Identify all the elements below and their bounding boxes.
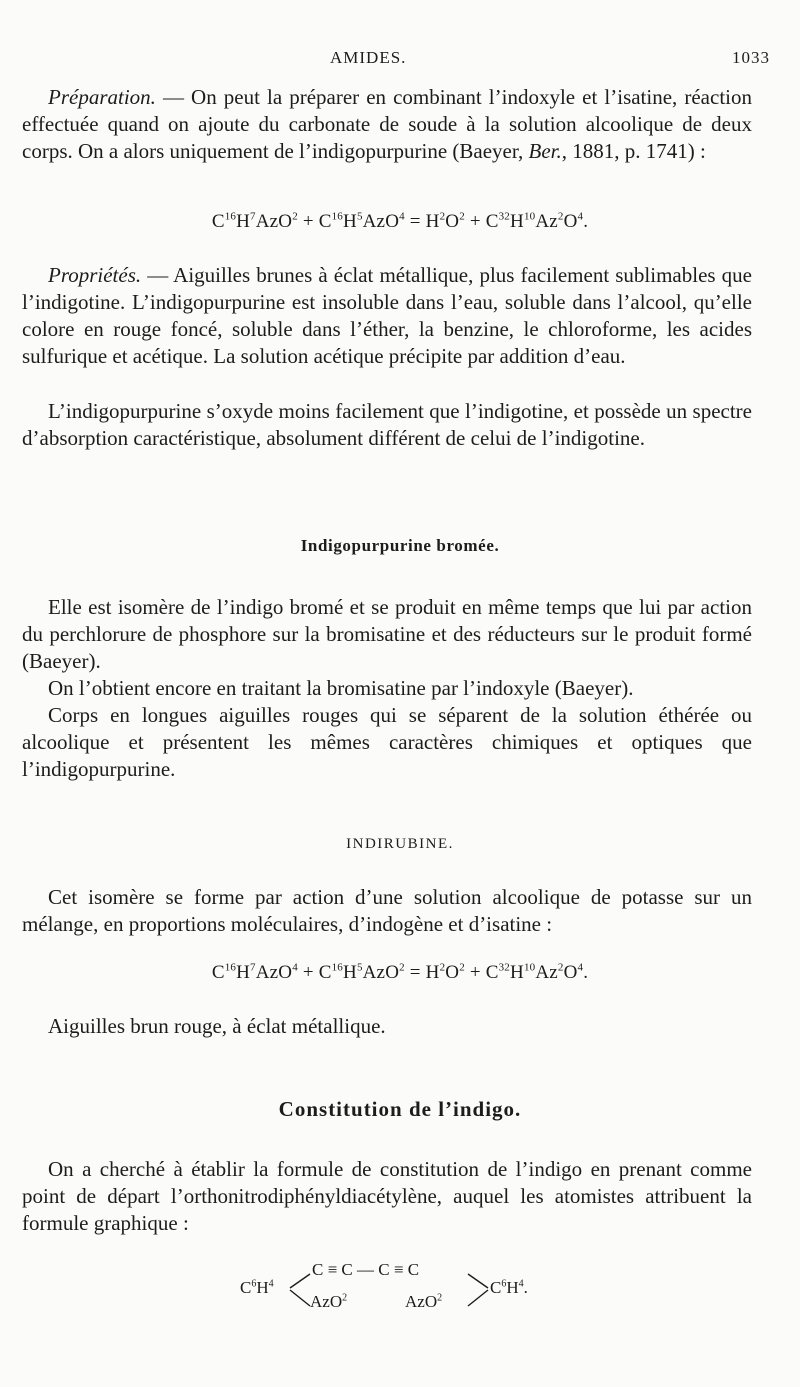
section-title-indirubine: INDIRUBINE.	[346, 836, 454, 852]
header-title: AMIDES.	[330, 48, 407, 67]
structure-nitro-right: AzO$^2$	[405, 1292, 443, 1311]
proprietes-text: — Aiguilles brunes à éclat métallique, plus facilement sublimables que l’indigotine. L’indigopurpurine est insoluble dans l’eau, soluble dans l’alcool, qu’elle colore en rouge foncé, soluble dans l’éther, la benzine, le chloroforme, les acides sulfurique et acétique. La solution acétique précipite par addition d’eau.	[22, 263, 752, 368]
section-title-constitution: Constitution de l’indigo.	[278, 1097, 522, 1121]
structure-right-ring: $C^6H^4$.	[490, 1278, 528, 1297]
bromee-paragraph-2: On l’obtient encore en traitant la bromisatine par l’indoxyle (Baeyer).	[48, 676, 634, 700]
bromee-paragraph-3: Corps en longues aiguilles rouges qui se séparent de la solution éthérée ou alcoolique et présentent les mêmes caractères chimiques et optiques que l’indigopurpurine.	[22, 703, 752, 781]
formula-indirubine: $C^{16}H^7AzO^4 + C^{16}H^5AzO^2 = H^2O^2 + C^{32}H^{10}Az^2O^4$.	[211, 961, 589, 983]
indirubine-paragraph-2: Aiguilles brun rouge, à éclat métallique.	[48, 1014, 386, 1038]
constitution-paragraph: On a cherché à établir la formule de constitution de l’indigo en prenant comme point de départ l’orthonitrodiphényldiacétylène, auquel les atomistes attribuent la formule graphique :	[22, 1157, 752, 1235]
indirubine-paragraph-1: Cet isomère se forme par action d’une solution alcoolique de potasse sur un mélange, en proportions moléculaires, d’indogène et d’isatine :	[22, 885, 752, 936]
reference-rest: , 1881, p. 1741) :	[561, 139, 706, 163]
proprietes-label: Propriétés.	[48, 263, 142, 287]
running-header	[0, 48, 800, 72]
formula-indigopurpurine: $C^{16}H^7AzO^2 + C^{16}H^5AzO^4 = H^2O^2 + C^{32}H^{10}Az^2O^4$.	[211, 210, 589, 232]
preparation-text: — On peut la préparer en combinant l’indoxyle et l’isatine, réaction effectuée quand on ajoute du carbonate de soude à la solution alcoolique de deux corps. On a alors uniquement de l’indigopurpurine (Baeyer,	[22, 85, 752, 163]
preparation-label: Préparation.	[48, 85, 156, 109]
structural-formula	[240, 1258, 560, 1318]
page-number: 1033	[732, 48, 770, 67]
reference-journal: Ber.	[528, 139, 562, 163]
structure-left-ring: $C^6H^4$	[240, 1278, 274, 1297]
oxidation-paragraph: L’indigopurpurine s’oxyde moins facilement que l’indigotine, et possède un spectre d’absorption caractéristique, absolument différent de celui de l’indigotine.	[22, 399, 752, 450]
bromee-paragraph-1: Elle est isomère de l’indigo bromé et se produit en même temps que lui par action du perchlorure de phosphore sur la bromisatine et des réducteurs sur le produit formé (Baeyer).	[22, 595, 752, 673]
structure-chain: C ≡ C — C ≡ C	[312, 1260, 420, 1279]
preparation-paragraph	[22, 84, 752, 165]
section-title-bromee: Indigopurpurine bromée.	[300, 536, 500, 555]
proprietes-paragraph	[22, 262, 752, 370]
structure-nitro-left: AzO$^2$	[310, 1292, 348, 1311]
